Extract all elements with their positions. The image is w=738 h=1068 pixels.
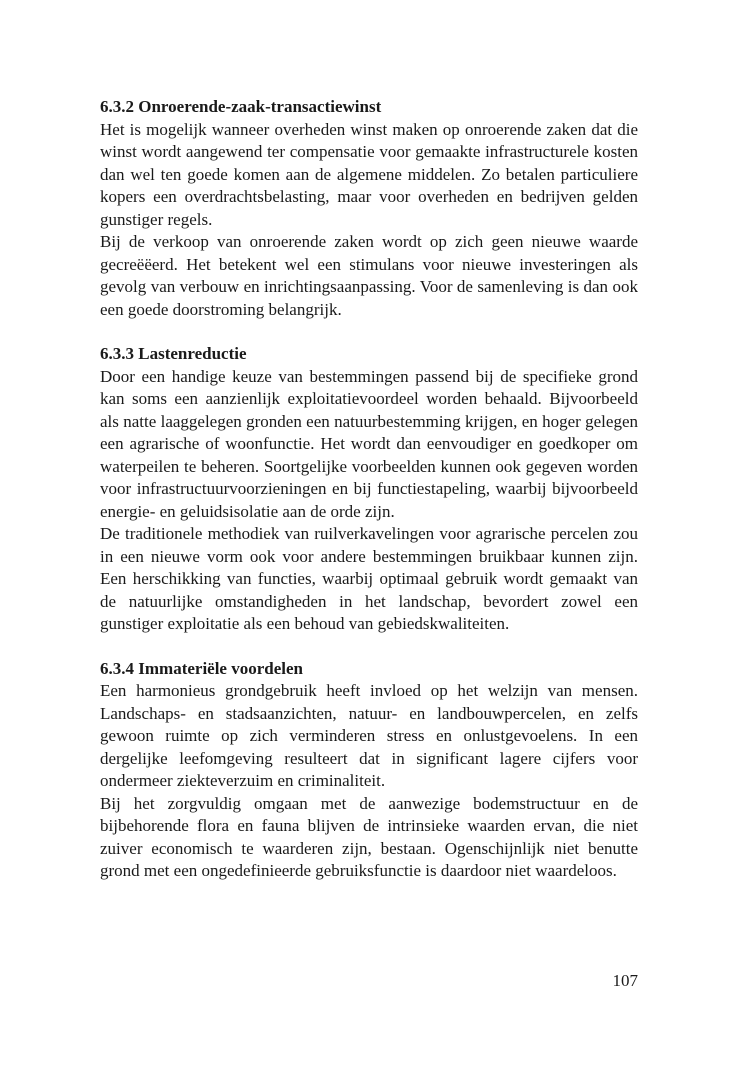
page-body — [100, 96, 638, 905]
section-6-3-3 — [100, 343, 638, 636]
paragraph: Het is mogelijk wanneer overheden winst maken op onroerende zaken dat die winst wordt aangewend ter compensatie voor gemaakte infrastructurele kosten dan wel ten goede komen aan de algemene middelen. Zo betalen particuliere kopers een overdrachtsbelasting, maar voor overheden en bedrijven gelden gunstiger regels. — [100, 119, 638, 229]
paragraph: De traditionele methodiek van ruilverkavelingen voor agrarische percelen zou in een nieuwe vorm ook voor andere bestemmingen bruikbaar kunnen zijn. Een herschikking van functies, waarbij optimaal gebruik wordt gemaakt van de natuurlijke omstandigheden in het landschap, bevordert zowel een gunstiger exploitatie als een behoud van gebiedskwaliteiten. — [100, 524, 638, 633]
section-heading: 6.3.3 Lastenreductie — [100, 344, 247, 363]
section-6-3-2 — [100, 96, 638, 321]
paragraph: Bij het zorgvuldig omgaan met de aanwezige bodemstructuur en de bijbehorende flora en fauna blijven de intrinsieke waarden ervan, die niet zuiver economisch te waarderen zijn, bestaan. Ogenschijnlijk niet benutte grond met een ongedefinieerde gebruiksfunctie is daardoor niet waardeloos. — [100, 793, 638, 880]
paragraph: Door een handige keuze van bestemmingen passend bij de specifieke grond kan soms een aanzienlijk exploitatievoordeel worden behaald. Bijvoorbeeld als natte laaggelegen gronden een natuurbestemming krijgen, en hoger gelegen een agrarische of woonfunctie. Het wordt dan eenvoudiger en goedkoper om waterpeilen te beheren. Soortgelijke voorbeelden kunnen ook gegeven worden voor infrastructuurvoorzieningen en bij functiestapeling, waarbij bijvoorbeeld energie- en geluidsisolatie aan de orde zijn. — [100, 366, 638, 521]
section-6-3-4 — [100, 658, 638, 883]
page-number: 107 — [612, 971, 638, 990]
section-heading: 6.3.4 Immateriële voordelen — [100, 658, 303, 678]
paragraph: Bij de verkoop van onroerende zaken wordt op zich geen nieuwe waarde gecreëëerd. Het betekent wel een stimulans voor nieuwe investeringen als gevolg van verbouw en inrichtingsaanpassing. Voor de samenleving is dan ook een goede doorstroming belangrijk. — [100, 232, 638, 319]
paragraph: Een harmonieus grondgebruik heeft invloed op het welzijn van mensen. Landschaps- en stadsaanzichten, natuur- en landbouwpercelen, en zelfs gewoon ruimte op zich verminderen stress en onlustgevoelens. In een dergelijke leefomgeving resulteert dat in significant lagere cijfers voor ondermeer ziekteverzuim en criminaliteit. — [100, 681, 638, 790]
section-heading: 6.3.2 Onroerende-zaak-transactiewinst — [100, 97, 382, 116]
